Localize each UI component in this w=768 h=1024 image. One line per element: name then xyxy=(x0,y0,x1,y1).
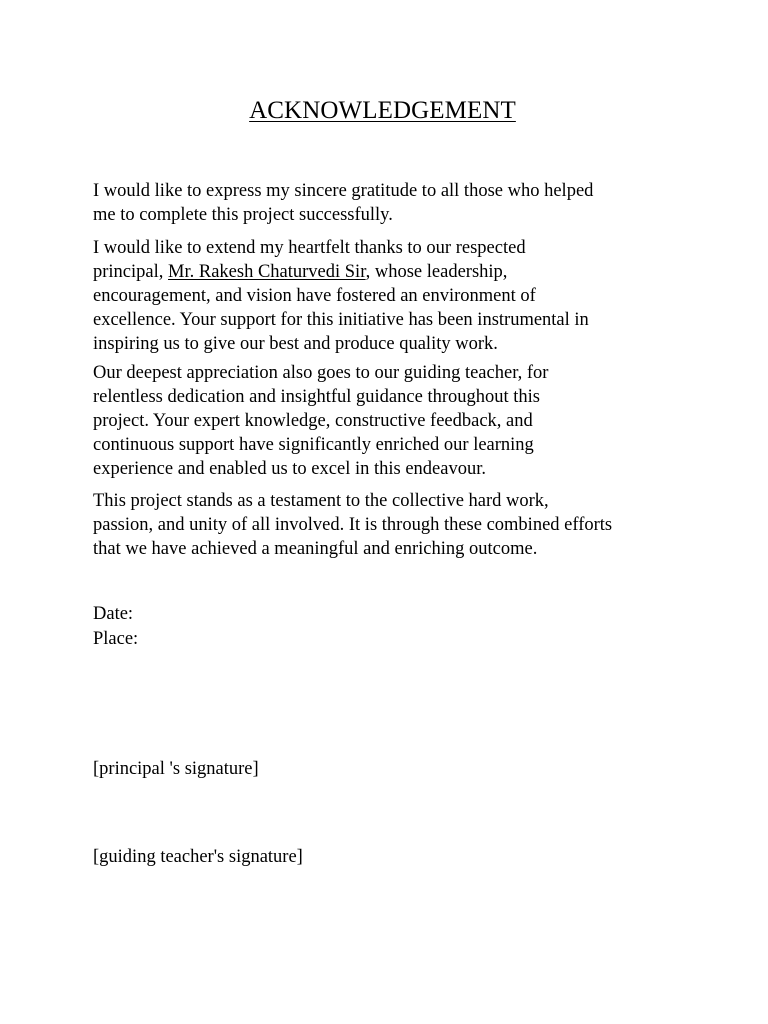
paragraph-line: project. Your expert knowledge, constructive feedback, and xyxy=(93,411,533,431)
paragraph-line: inspiring us to give our best and produce quality work. xyxy=(93,334,498,354)
paragraph-line: I would like to extend my heartfelt thanks to our respected xyxy=(93,238,526,258)
line-prefix: principal, xyxy=(93,262,169,282)
paragraph-line: me to complete this project successfully. xyxy=(93,205,393,225)
principal-thanks-paragraph xyxy=(93,236,589,356)
paragraph-line: encouragement, and vision have fostered an environment of xyxy=(93,286,536,306)
paragraph-line: passion, and unity of all involved. It is through these combined efforts xyxy=(93,515,613,535)
teacher-thanks-paragraph xyxy=(93,361,548,481)
paragraph-line: experience and enabled us to excel in this endeavour. xyxy=(93,459,486,479)
paragraph-line: continuous support have significantly enriched our learning xyxy=(93,435,534,455)
paragraph-line: excellence. Your support for this initiative has been instrumental in xyxy=(93,310,589,330)
place-label: Place: xyxy=(93,629,139,649)
teacher-signature-placeholder: [guiding teacher's signature] xyxy=(93,847,303,867)
gratitude-paragraph xyxy=(93,179,593,227)
paragraph-line: relentless dedication and insightful guidance throughout this xyxy=(93,387,540,407)
paragraph-line: I would like to express my sincere gratitude to all those who helped xyxy=(93,181,594,201)
date-label: Date: xyxy=(93,604,134,624)
paragraph-line: This project stands as a testament to the collective hard work, xyxy=(93,491,549,511)
principal-name: Mr. Rakesh Chaturvedi Sir xyxy=(168,262,366,282)
principal-signature-placeholder: [principal 's signature] xyxy=(93,759,259,779)
page-title: ACKNOWLEDGEMENT xyxy=(249,97,516,124)
closing-paragraph xyxy=(93,489,612,561)
paragraph-line: Our deepest appreciation also goes to our guiding teacher, for xyxy=(93,363,549,383)
line-suffix: , whose leadership, xyxy=(365,262,508,282)
paragraph-line: that we have achieved a meaningful and enriching outcome. xyxy=(93,539,538,559)
paragraph-line-with-name xyxy=(93,260,589,284)
